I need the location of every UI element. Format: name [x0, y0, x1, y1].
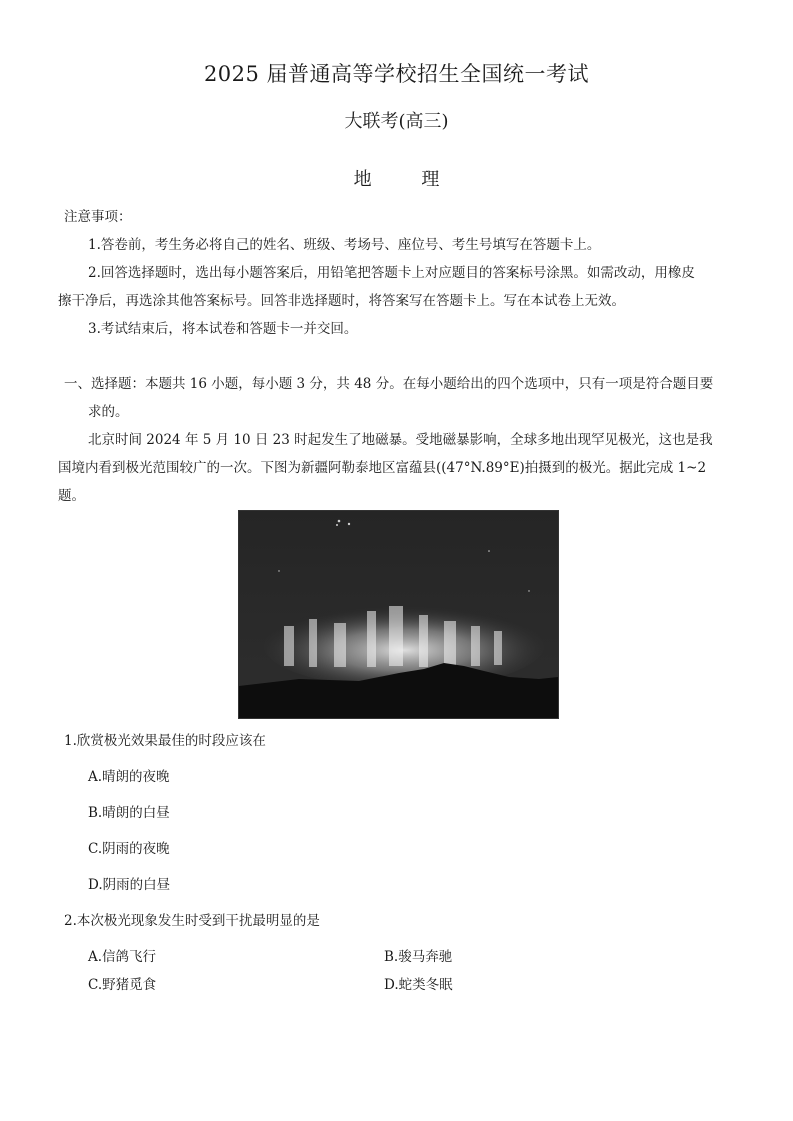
section-heading-cont: 求的。	[88, 404, 129, 420]
note-item-1: 1.答卷前，考生务必将自己的姓名、班级、考场号、座位号、考生号填写在答题卡上。	[88, 237, 601, 253]
q1-option-b: B.晴朗的白昼	[88, 805, 170, 821]
q1-option-a: A.晴朗的夜晚	[88, 769, 170, 785]
q2-option-b: B.骏马奔驰	[384, 949, 453, 965]
passage-line-3: 题。	[58, 488, 85, 504]
q2-option-c: C.野猪觅食	[88, 977, 157, 993]
notes-heading: 注意事项：	[64, 209, 132, 225]
q2-option-d: D.蛇类冬眠	[384, 977, 453, 993]
section-heading: 一、选择题：本题共 16 小题，每小题 3 分，共 48 分。在每小题给出的四个选项中，只有一项是符合题目要	[64, 376, 714, 392]
question-2-stem: 2.本次极光现象发生时受到干扰最明显的是	[64, 913, 320, 929]
q2-option-a: A.信鸽飞行	[88, 949, 157, 965]
note-item-2-cont: 擦干净后，再选涂其他答案标号。回答非选择题时，将答案写在答题卡上。写在本试卷上无效。	[58, 293, 625, 309]
aurora-photo	[238, 510, 559, 719]
exam-subtitle: 大联考(高三)	[344, 111, 449, 132]
q1-option-d: D.阴雨的白昼	[88, 877, 171, 893]
subject-title: 地 理	[353, 169, 462, 190]
question-1-stem: 1.欣赏极光效果最佳的时段应该在	[64, 733, 266, 749]
note-item-2: 2.回答选择题时，选出每小题答案后，用铅笔把答题卡上对应题目的答案标号涂黑。如需改动，用橡皮	[88, 265, 695, 281]
exam-title: 2025 届普通高等学校招生全国统一考试	[203, 62, 590, 86]
q1-option-c: C.阴雨的夜晚	[88, 841, 170, 857]
passage-line-2: 国境内看到极光范围较广的一次。下图为新疆阿勒泰地区富蕴县((47°N.89°E)拍摄到的极光。据此完成 1~2	[58, 460, 707, 476]
passage-line-1: 北京时间 2024 年 5 月 10 日 23 时起发生了地磁暴。受地磁暴影响，全球多地出现罕见极光，这也是我	[88, 432, 713, 448]
note-item-3: 3.考试结束后，将本试卷和答题卡一并交回。	[88, 321, 358, 337]
